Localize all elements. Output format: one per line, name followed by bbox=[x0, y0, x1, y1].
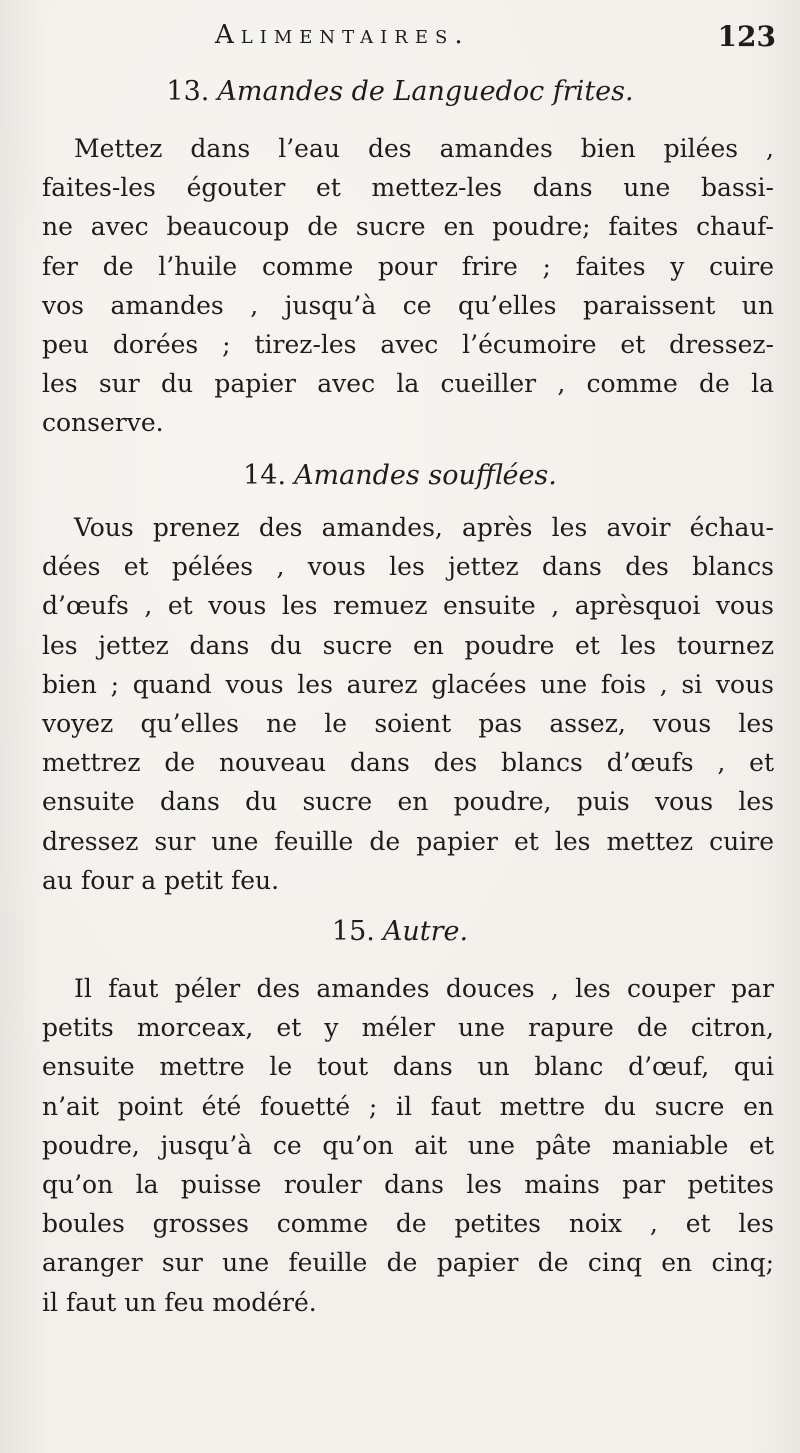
text-line: d’œufs , et vous les remuez ensuite , aprèsquoi vous bbox=[42, 591, 774, 621]
section-number: 14. bbox=[243, 460, 287, 491]
text-line: fer de l’huile comme pour frire ; faites y cuire bbox=[42, 251, 774, 281]
page-number: 123 bbox=[717, 20, 776, 53]
text-line: Vous prenez des amandes, après les avoir échau- bbox=[74, 513, 774, 542]
text-line: au four a petit feu. bbox=[42, 865, 280, 895]
text-line: ne avec beaucoup de sucre en poudre; faites chauf- bbox=[42, 212, 774, 242]
text-line: ensuite mettre le tout dans un blanc d’œuf, qui bbox=[42, 1052, 774, 1082]
text-line: n’ait point été fouetté ; il faut mettre du sucre en bbox=[42, 1091, 774, 1121]
text-line: il faut un feu modéré. bbox=[42, 1287, 317, 1317]
section-heading-15 bbox=[0, 916, 800, 947]
section-number: 13. bbox=[166, 76, 210, 107]
text-line: conserve. bbox=[42, 408, 164, 438]
text-line: vos amandes , jusqu’à ce qu’elles paraissent un bbox=[42, 290, 774, 320]
section-number: 15. bbox=[331, 916, 375, 947]
text-line: boules grosses comme de petites noix , et les bbox=[42, 1209, 774, 1239]
recipe-paragraph-13 bbox=[42, 129, 774, 443]
section-title: Amandes de Languedoc frites. bbox=[217, 76, 634, 107]
recipe-paragraph-15 bbox=[42, 969, 774, 1322]
text-line: bien ; quand vous les aurez glacées une fois , si vous bbox=[42, 669, 774, 699]
text-line: dressez sur une feuille de papier et les mettez cuire bbox=[42, 826, 774, 856]
text-line: Il faut péler des amandes douces , les couper par bbox=[74, 974, 774, 1003]
text-line: Mettez dans l’eau des amandes bien pilées , bbox=[74, 134, 774, 163]
text-line: faites-les égouter et mettez-les dans une bassi- bbox=[42, 173, 774, 203]
text-line: petits morceax, et y méler une rapure de citron, bbox=[42, 1013, 774, 1043]
text-line: dées et pélées , vous les jettez dans des blancs bbox=[42, 552, 774, 582]
text-line: poudre, jusqu’à ce qu’on ait une pâte maniable et bbox=[42, 1130, 774, 1160]
running-head: Alimentaires. bbox=[215, 20, 470, 50]
section-heading-13 bbox=[0, 76, 800, 107]
text-line: voyez qu’elles ne le soient pas assez, vous les bbox=[42, 709, 774, 739]
text-line: les sur du papier avec la cueiller , comme de la bbox=[42, 369, 774, 399]
text-line: peu dorées ; tirez-les avec l’écumoire et dressez- bbox=[42, 330, 774, 360]
text-line: mettrez de nouveau dans des blancs d’œufs , et bbox=[42, 748, 774, 778]
recipe-paragraph-14 bbox=[42, 508, 774, 900]
text-line: aranger sur une feuille de papier de cinq en cinq; bbox=[42, 1248, 774, 1278]
section-title: Autre. bbox=[382, 916, 469, 947]
text-line: qu’on la puisse rouler dans les mains par petites bbox=[42, 1170, 774, 1200]
section-heading-14 bbox=[0, 460, 800, 491]
section-title: Amandes soufflées. bbox=[294, 460, 557, 491]
text-line: les jettez dans du sucre en poudre et les tournez bbox=[42, 630, 774, 660]
text-line: ensuite dans du sucre en poudre, puis vous les bbox=[42, 787, 774, 817]
